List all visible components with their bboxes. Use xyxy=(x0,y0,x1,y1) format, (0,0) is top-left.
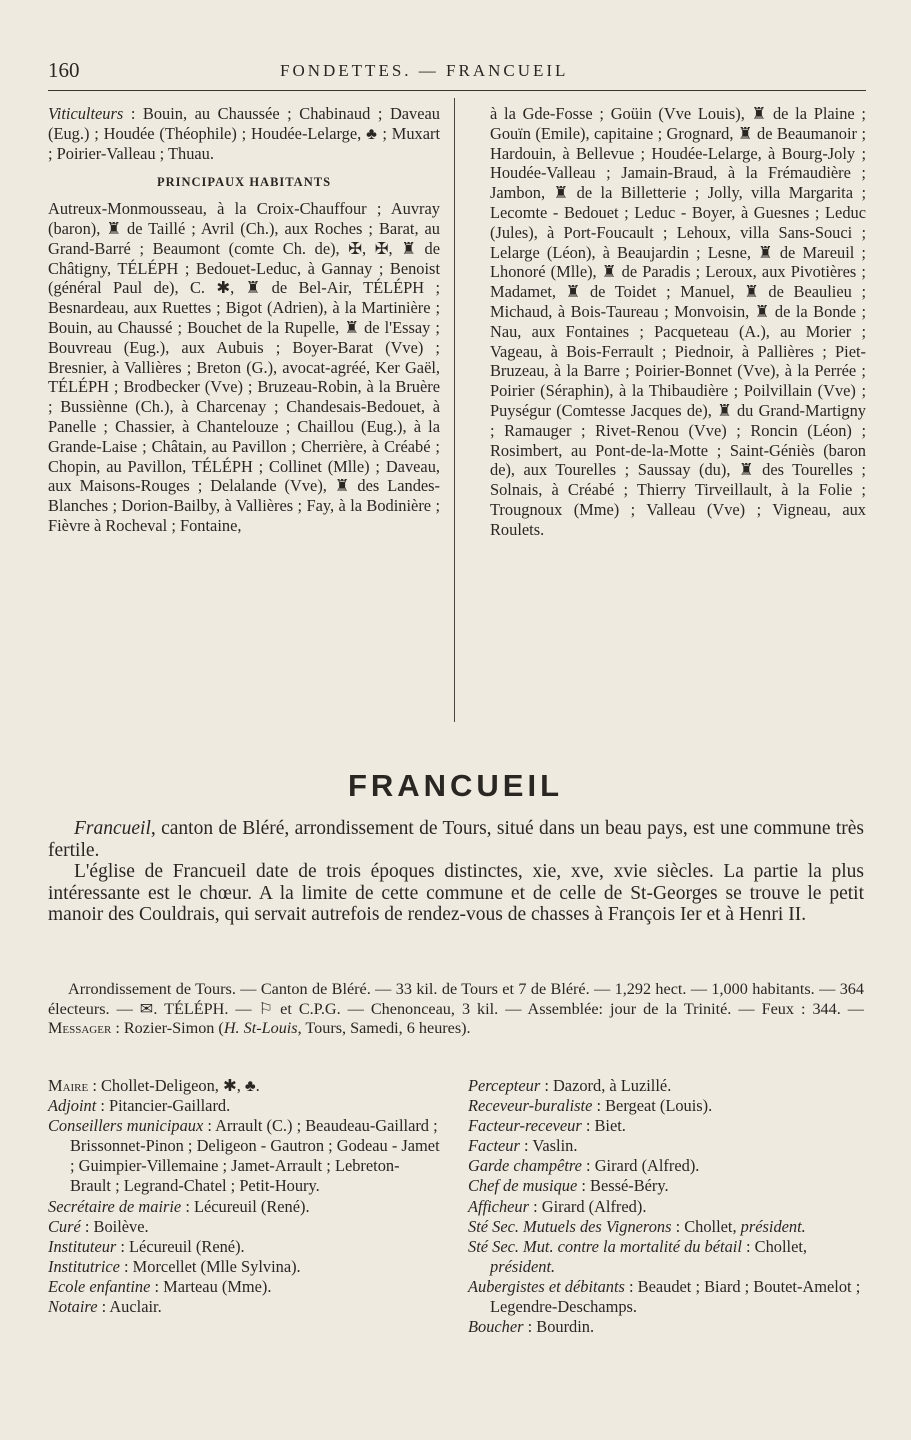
principaux-habitants-heading: PRINCIPAUX HABITANTS xyxy=(156,175,332,190)
official-role: Receveur-buraliste xyxy=(468,1096,593,1116)
official-entry xyxy=(468,1277,864,1317)
viticulteurs-text: : Bouin, au Chaussée ; Chabinaud ; Daveau (Eug.) ; Houdée (Théophile) ; Houdée-Lelarge, ♣ ; Muxart ; Poirier-Valleau ; Thuau. xyxy=(48,104,440,163)
official-name: : Chollet, xyxy=(671,1216,737,1236)
official-entry xyxy=(468,1237,864,1277)
official-role: Ecole enfantine xyxy=(48,1276,151,1296)
official-role: Notaire xyxy=(48,1297,98,1317)
official-entry xyxy=(48,1257,440,1277)
official-entry xyxy=(48,1197,440,1217)
official-role: Curé xyxy=(48,1216,81,1236)
habitants-right-text: à la Gde-Fosse ; Goüin (Vve Louis), ♜ de la Plaine ; Gouïn (Emile), capitaine ; Grognard, ♜ de Beaumanoir ; Hardouin, à Bellevue ; Houdée-Lelarge, à Bourg-Joly ; Houdée-Valleau ; Jamain-Braud, à la Frémaudière ; Jambon, ♜ de la Billetterie ; Jolly, villa Margarita ; Lecomte - Bedouet ; Leduc - Boyer, à Guesnes ; Leduc (Jules), à Port-Foucault ; Lehoux, villa Sans-Souci ; Lelarge (Léon), à Beaujardin ; Lesne, ♜ de Mareuil ; Lhonoré (Mlle), ♜ de Paradis ; Leroux, aux Pivotières ; Madamet, ♜ de Toidet ; Manuel, ♜ de Beaulieu ; Michaud, à Bois-Taureau ; Monvoisin, ♜ de la Bonde ; Nau, aux Fontaines ; Pacqueteau (A.), au Morier ; Vageau, à Bois-Ferrault ; Piednoir, à Pallières ; Piet-Bruzeau, à la Barre ; Poirier-Bonnet (Vve), à la Perrée ; Poirier (Séraphin), à la Thibaudière ; Poilvillain (Vve) ; Puységur (Comtesse Jacques de), ♜ du Grand-Martigny ; Ramauger ; Rivet-Renou (Vve) ; Roncin (Léon) ; Rosimbert, au Pont-de-la-Motte ; Saint-Géniès (baron de), aux Tourelles ; Saussay (du), ♜ des Tourelles ; Solnais, à Créabé ; Thierry Tirveillault, à la Folie ; Trougnoux (Mme) ; Valleau (Vve) ; Vigneau, aux Roulets. xyxy=(490,104,866,539)
official-role: Facteur-receveur xyxy=(468,1116,582,1136)
official-name: : Bessé-Béry. xyxy=(577,1176,669,1196)
official-entry xyxy=(468,1197,864,1217)
intro-paragraph-2: L'église de Francueil date de trois époques distinctes, xie, xve, xvie siècles. La partie la plus intéressante est le chœur. A la limite de cette commune et de celle de St-Georges se trouve le petit manoir des Couldrais, qui servait autrefois de rendez-vous de chasses à François Ier et à Henri II. xyxy=(48,861,864,926)
official-entry xyxy=(48,1116,440,1196)
officials-right-column xyxy=(468,1076,864,1337)
official-role: Chef de musique xyxy=(468,1176,578,1196)
official-name: : Auclair. xyxy=(97,1297,162,1317)
francueil-intro xyxy=(48,818,864,926)
francueil-stats xyxy=(48,980,864,1039)
official-role: Adjoint xyxy=(48,1096,97,1116)
intro-paragraph-1 xyxy=(48,818,864,861)
stats-hotel: H. St-Louis xyxy=(223,1019,298,1038)
column-divider xyxy=(454,98,455,722)
official-role: Aubergistes et débitants xyxy=(468,1276,625,1296)
viticulteurs-paragraph xyxy=(48,104,440,163)
official-entry xyxy=(468,1116,864,1136)
intro-commune-name: Francueil xyxy=(74,818,151,839)
stats-messager-label: Messager xyxy=(48,1019,112,1038)
official-name: : Lécureuil (René). xyxy=(181,1196,310,1216)
official-entry xyxy=(468,1317,864,1337)
viticulteurs-label: Viticulteurs xyxy=(48,104,124,123)
official-entry xyxy=(48,1096,440,1116)
official-entry xyxy=(468,1217,864,1237)
habitants-left-text: Autreux-Monmousseau, à la Croix-Chauffour ; Auvray (baron), ♜ de Taillé ; Avril (Ch.), aux Roches ; Barat, au Grand-Barré ; Beaumont (comte Ch. de), ✠, ✠, ♜ de Châtigny, TÉLÉPH ; Bedouet-Leduc, à Gannay ; Benoist (général Paul de), C. ✱, ♜ de Bel-Air, TÉLÉPH ; Besnardeau, aux Ruettes ; Bigot (Adrien), à la Martinière ; Bouin, au Chaussé ; Bouchet de la Rupelle, ♜ de l'Essay ; Bouvreau (Eug.), aux Aubuis ; Boyer-Barat (Vve) ; Bresnier, à Vallières ; Breton (G.), avocat-agréé, Ker Gaël, TÉLÉPH ; Brodbecker (Vve) ; Bruzeau-Robin, à la Bruère ; Bussiènne (Ch.), à Charcenay ; Chandesais-Bedouet, à Panelle ; Chassier, à Chantelouze ; Chaillou (Eug.), à la Grande-Laise ; Châtain, au Pavillon ; Cherrière, à Créabé ; Chopin, au Pavillon, TÉLÉPH ; Collinet (Mlle) ; Daveau, aux Maisons-Rouges ; Delalande (Vve), ♜ des Landes-Blanches ; Dorion-Bailby, à Vallières ; Fay, à la Bodinière ; Fièvre à Rocheval ; Fontaine, xyxy=(48,199,440,535)
official-role: Secrétaire de mairie xyxy=(48,1196,182,1216)
official-name: : Chollet, xyxy=(741,1236,807,1256)
section-title-francueil: FRANCUEIL xyxy=(347,768,564,803)
official-name: : Biet. xyxy=(581,1116,626,1136)
official-title: président. xyxy=(490,1256,556,1276)
official-name: : Pitancier-Gaillard. xyxy=(96,1096,231,1116)
stats-text-c: , Tours, Samedi, 6 heures). xyxy=(297,1019,471,1038)
stats-paragraph xyxy=(48,980,864,1039)
official-entry xyxy=(48,1237,440,1257)
official-entry xyxy=(48,1217,440,1237)
intro-paragraph-1-text: , canton de Bléré, arrondissement de Tours, situé dans un beau pays, est une commune très fertile. xyxy=(48,818,864,861)
official-role: Sté Sec. Mut. contre la mortalité du bétail xyxy=(468,1236,742,1256)
official-role: Maire xyxy=(48,1076,89,1095)
official-role: Instituteur xyxy=(48,1236,117,1256)
official-entry xyxy=(468,1096,864,1116)
official-role: Facteur xyxy=(468,1136,520,1156)
officials-left-column xyxy=(48,1076,440,1317)
official-name: : Chollet-Deligeon, ✱, ♣. xyxy=(88,1076,260,1095)
page-number: 160 xyxy=(48,58,80,82)
official-title: président. xyxy=(736,1216,806,1236)
stats-text-a: Arrondissement de Tours. — Canton de Bléré. — 33 kil. de Tours et 7 de Bléré. — 1,292 hect. — 1,000 habitants. — 364 électeurs. — ✉. TÉLÉPH. — ⚐ et C.P.G. — Chenonceau, 3 kil. — Assemblée: jour de la Trinité. — Feux : 344. — xyxy=(48,980,864,1018)
official-entry xyxy=(468,1136,864,1156)
official-name: : Dazord, à Luzillé. xyxy=(540,1076,672,1095)
page-header xyxy=(48,56,868,86)
fondettes-left-column xyxy=(48,104,440,536)
official-role: Sté Sec. Mutuels des Vignerons xyxy=(468,1216,672,1236)
official-role: Percepteur xyxy=(468,1076,541,1095)
stats-text-b: : Rozier-Simon ( xyxy=(111,1019,224,1038)
running-title: FONDETTES. — FRANCUEIL xyxy=(280,61,569,80)
official-entry xyxy=(468,1176,864,1196)
official-role: Conseillers municipaux xyxy=(48,1116,204,1136)
official-entry xyxy=(468,1076,864,1096)
official-name: : Morcellet (Mlle Sylvina). xyxy=(119,1256,301,1276)
official-entry xyxy=(48,1277,440,1297)
official-entry xyxy=(48,1297,440,1317)
fondettes-right-column xyxy=(490,104,866,540)
header-rule xyxy=(48,90,866,91)
official-role: Afficheur xyxy=(468,1196,529,1216)
official-name: : Boilève. xyxy=(80,1216,149,1236)
official-name: : Vaslin. xyxy=(519,1136,578,1156)
official-name: : Bourdin. xyxy=(523,1317,595,1337)
official-name: : Girard (Alfred). xyxy=(581,1156,700,1176)
official-entry xyxy=(48,1076,440,1096)
official-name: : Girard (Alfred). xyxy=(529,1196,647,1216)
official-name: : Bergeat (Louis). xyxy=(592,1096,713,1116)
official-role: Garde champêtre xyxy=(468,1156,582,1176)
official-role: Boucher xyxy=(468,1317,524,1337)
official-name: : Arrault (C.) ; Beaudeau-Gaillard ; Brissonnet-Pinon ; Deligeon - Gautron ; Godeau - Jamet ; Guimpier-Villemaine ; Jamet-Arrault ; Lebreton-Brault ; Legrand-Chatel ; Petit-Houry. xyxy=(70,1116,440,1196)
official-role: Institutrice xyxy=(48,1256,120,1276)
official-entry xyxy=(468,1156,864,1176)
official-name: : Marteau (Mme). xyxy=(150,1276,272,1296)
official-name: : Beaudet ; Biard ; Boutet-Amelot ; Legendre-Deschamps. xyxy=(490,1276,861,1317)
official-name: : Lécureuil (René). xyxy=(116,1236,245,1256)
